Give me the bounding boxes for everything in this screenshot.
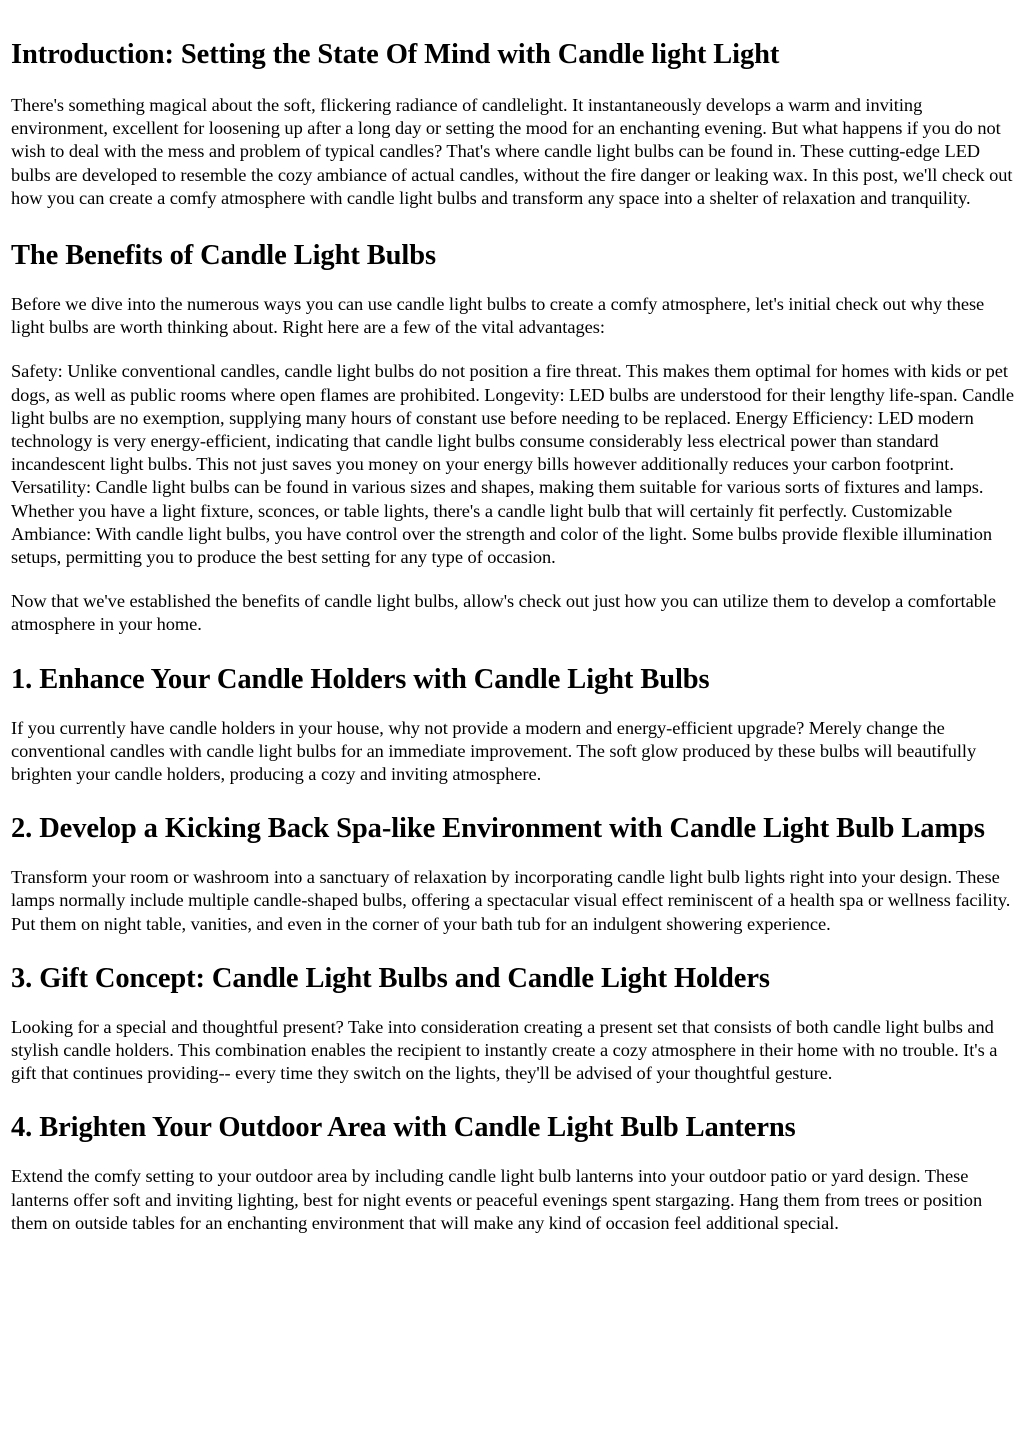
- benefits-paragraph-1: Before we dive into the numerous ways you can use candle light bulbs to create a comfy atmosphere, let's initial check out why these light bulbs are worth thinking about. Right here are a few of the vital advantages:: [11, 294, 985, 338]
- section-3-heading: 3. Gift Concept: Candle Light Bulbs and Candle Light Holders: [11, 962, 770, 994]
- section-4-paragraph: Extend the comfy setting to your outdoor area by including candle light bulb lanterns into your outdoor patio or yard design. These lanterns offer soft and inviting lighting, best for night events or peaceful evenings spent stargazing. Hang them from trees or position them on outside tables for an enchanting environment that will make any kind of occasion feel additional special.: [11, 1166, 983, 1233]
- benefits-paragraph-2: Safety: Unlike conventional candles, candle light bulbs do not position a fire threat. This makes them optimal for homes with kids or pet dogs, as well as public rooms where open flames are prohibited. Longevity: LED bulbs are understood for their lengthy life-span. Candle light bulbs are no exemption, supplying many hours of constant use before needing to be replaced. Energy Efficiency: LED modern technology is very energy-efficient, indicating that candle light bulbs consume considerably less electrical power than standard incandescent light bulbs. This not just saves you money on your energy bills however additionally reduces your carbon footprint. Versatility: Candle light bulbs can be found in various sizes and shapes, making them suitable for various sorts of fixtures and lamps. Whether you have a light fixture, sconces, or table lights, there's a candle light bulb that will certainly fit perfectly. Customizable Ambiance: With candle light bulbs, you have control over the strength and color of the light. Some bulbs provide flexible illumination setups, permitting you to produce the best setting for any type of occasion.: [11, 361, 1014, 568]
- section-2-heading: 2. Develop a Kicking Back Spa-like Environment with Candle Light Bulb Lamps: [11, 813, 985, 845]
- section-2-paragraph: Transform your room or washroom into a sanctuary of relaxation by incorporating candle light bulb lights right into your design. These lamps normally include multiple candle-shaped bulbs, offering a spectacular visual effect reminiscent of a health spa or wellness facility. Put them on night table, vanities, and even in the corner of your bath tub for an indulgent showering experience.: [11, 867, 1011, 934]
- section-1-heading: 1. Enhance Your Candle Holders with Candle Light Bulbs: [11, 663, 710, 695]
- intro-heading: Introduction: Setting the State Of Mind with Candle light Light: [11, 39, 780, 70]
- intro-paragraph: There's something magical about the soft, flickering radiance of candlelight. It instantaneously develops a warm and inviting environment, excellent for loosening up after a long day or setting the mood for an enchanting evening. But what happens if you do not wish to deal with the mess and problem of typical candles? That's where candle light bulbs can be found in. These cutting-edge LED bulbs are developed to resemble the cozy ambiance of actual candles, without the fire danger or leaking wax. In this post, we'll check out how you can create a comfy atmosphere with candle light bulbs and transform any space into a shelter of relaxation and tranquility.: [11, 95, 1013, 208]
- benefits-heading: The Benefits of Candle Light Bulbs: [11, 240, 436, 272]
- benefits-paragraph-3: Now that we've established the benefits of candle light bulbs, allow's check out just how you can utilize them to develop a comfortable atmosphere in your home.: [11, 591, 997, 635]
- section-1-paragraph: If you currently have candle holders in your house, why not provide a modern and energy-efficient upgrade? Merely change the conventional candles with candle light bulbs for an immediate improvement. The soft glow produced by these bulbs will beautifully brighten your candle holders, producing a cozy and inviting atmosphere.: [11, 717, 977, 785]
- section-4-heading: 4. Brighten Your Outdoor Area with Candle Light Bulb Lanterns: [11, 1112, 796, 1144]
- section-3-paragraph: Looking for a special and thoughtful present? Take into consideration creating a present set that consists of both candle light bulbs and stylish candle holders. This combination enables the recipient to instantly create a cozy atmosphere in their home with no trouble. It's a gift that continues providing-- every time they switch on the lights, they'll be advised of your thoughtful gesture.: [11, 1016, 998, 1084]
